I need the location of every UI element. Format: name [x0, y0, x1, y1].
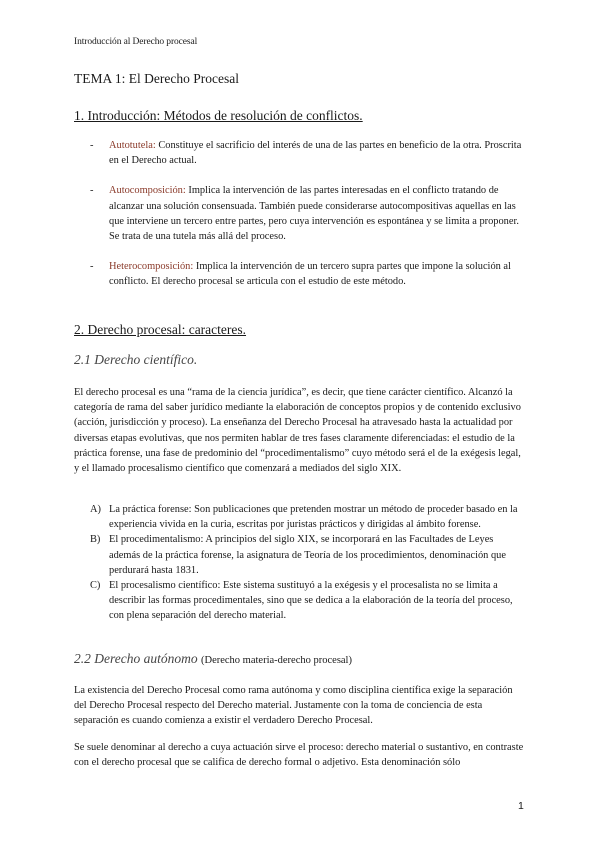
paragraph-autonomo-2: Se suele denominar al derecho a cuya actuación sirve el proceso: derecho material o sustantivo, en contraste con el derecho procesal que se califica de derecho formal o adjetivo. Esta denominación sólo	[74, 742, 524, 769]
section-2-heading: 2. Derecho procesal: caracteres.	[74, 322, 247, 337]
term-description: Implica la intervención de un tercero supra partes que impone la solución al conflicto. El derecho procesal se articula con el estudio de este método.	[109, 261, 511, 288]
phases-list	[90, 502, 524, 624]
term-label: Autotutela:	[109, 140, 156, 151]
list-item-a	[90, 502, 524, 532]
subsection-2-2-title: 2.2 Derecho autónomo	[74, 651, 198, 666]
paragraph-autonomo-1: La existencia del Derecho Procesal como rama autónoma y como disciplina científica exige la separación del Derecho Procesal respecto del Derecho material. Justamente con la toma de conciencia de esta separación es cuando comienza a existir el verdadero Derecho Procesal.	[74, 685, 513, 727]
list-item-b	[90, 532, 524, 578]
list-item-text: El procesalismo científico: Este sistema sustituyó a la exégesis y el procesalista no se limita a describir las formas procedimentales, sino que se dedica a la elaboración de la teoría del proceso, con plena separación del derecho material.	[109, 580, 513, 622]
subsection-2-2-note: (Derecho materia-derecho procesal)	[200, 655, 352, 666]
running-header: Introducción al Derecho procesal	[74, 37, 198, 47]
section-1-heading: 1. Introducción: Métodos de resolución de conflictos.	[74, 108, 363, 123]
term-description: Constituye el sacrificio del interés de una de las partes en beneficio de la otra. Proscrita en el Derecho actual.	[109, 140, 522, 167]
list-marker: C)	[90, 580, 101, 592]
subsection-2-1-heading: 2.1 Derecho científico.	[74, 352, 198, 367]
term-label: Heterocomposición:	[109, 261, 194, 273]
list-item-text: La práctica forense: Son publicaciones que pretenden mostrar un método de proceder basado en la experiencia vivida en la curia, escritas por juristas prácticos y dirigidas al ámbito forense.	[109, 504, 518, 531]
list-marker: A)	[90, 504, 101, 515]
document-title: TEMA 1: El Derecho Procesal	[74, 71, 239, 86]
list-item-heterocomposicion	[90, 259, 524, 289]
paragraph-derecho-cientifico: El derecho procesal es una “rama de la ciencia jurídica”, es decir, que tiene carácter científico. Alcanzó la categoría de rama del saber jurídico mediante la elaboración de conceptos propios y de contenido exclusivo (acción, jurisdicción y proceso). La enseñanza del Derecho Procesal ha atravesado hasta la actualidad por diversas etapas evolutivas, que nos permiten hablar de tres fases claramente diferenciadas: el estudio de la práctica forense, una fase de predominio del “procedimentalismo” cuyo método será el de la exégesis legal, y el llamado procesalismo científico que comenzará a mediados del siglo XIX.	[74, 387, 521, 475]
list-item-c	[90, 578, 524, 624]
term-label: Autocomposición:	[109, 185, 186, 197]
list-item-autotutela	[90, 138, 524, 168]
list-item-text: El procedimentalismo: A principios del siglo XIX, se incorporará en las Facultades de Leyes además de la práctica forense, la asignatura de Teoría de los procedimientos, denominación que perdurará hasta 1831.	[109, 534, 506, 576]
page-number: 1	[518, 800, 524, 812]
term-description: Implica la intervención de las partes interesadas en el conflicto tratando de alcanzar una solución consensuada. También puede considerarse autocompositivas aquellas en las que interviene un tercero entre partes, pero cuya intervención es espontánea y se limita a proponer. Se trata de una tutela más allá del proceso.	[109, 185, 519, 243]
list-marker: B)	[90, 534, 101, 546]
list-item-autocomposicion	[90, 183, 524, 244]
subsection-2-2-heading	[74, 651, 352, 667]
conflict-methods-list	[90, 138, 524, 305]
